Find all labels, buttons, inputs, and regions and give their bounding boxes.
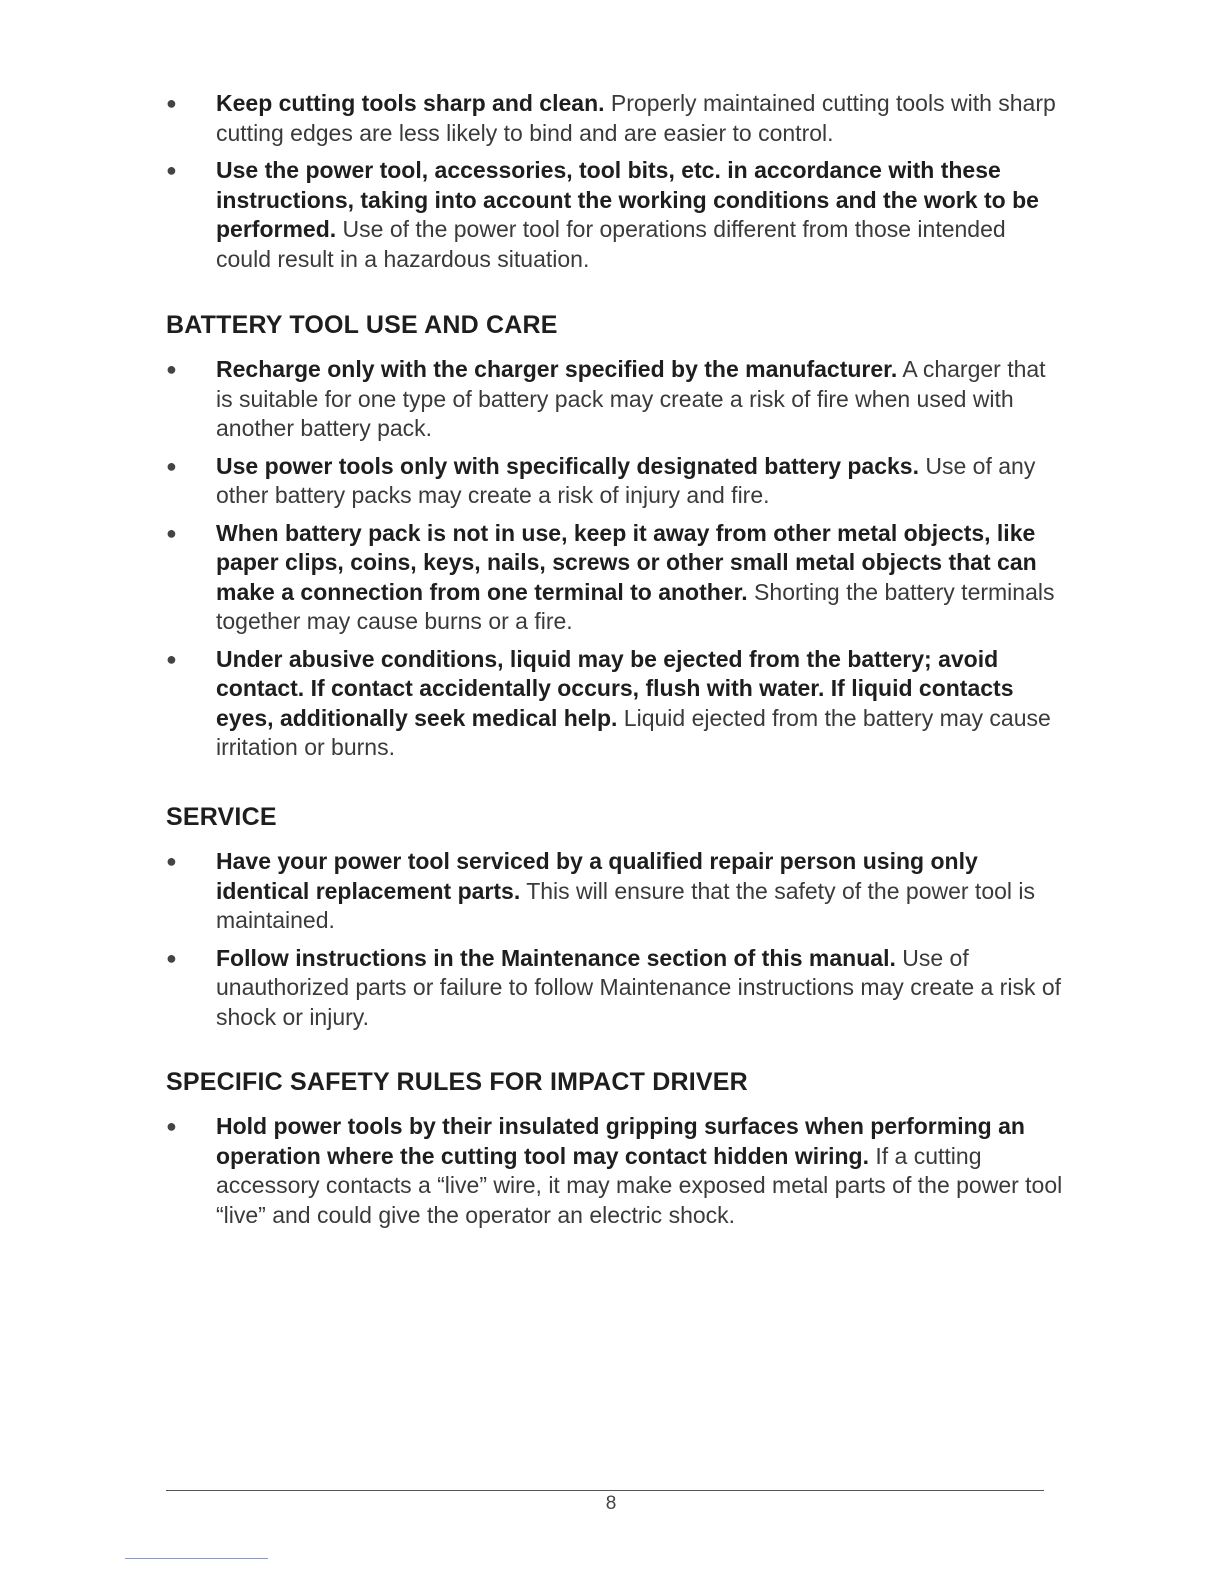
bullet-body-text: Liquid ejected from the battery may cause irritation or burns. [216, 704, 1051, 760]
impact-bullet-list [166, 1112, 1066, 1238]
bullet-icon: ● [166, 1116, 177, 1136]
bullet-body-text: If a cutting accessory contacts a “live” wire, it may make exposed metal parts of the power tool “live” and could give the operator an electric shock. [216, 1142, 1063, 1228]
list-item [166, 944, 1066, 1033]
bullet-bold-text: Have your power tool serviced by a qualified repair person using only identical replacement parts. [216, 848, 978, 904]
bullet-body-text: Use of unauthorized parts or failure to follow Maintenance instructions may create a risk of shock or injury. [216, 944, 1062, 1030]
bullet-body-text: Shorting the battery terminals together may cause burns or a fire. [216, 578, 1055, 634]
bullet-body-text: Properly maintained cutting tools with sharp cutting edges are less likely to bind and are easier to control. [216, 90, 1056, 146]
list-item [166, 847, 1066, 936]
bullet-icon: ● [166, 93, 177, 113]
bullet-body-text: Use of the power tool for operations different from those intended could result in a hazardous situation. [216, 216, 1006, 272]
bullet-body-text: This will ensure that the safety of the power tool is maintained. [216, 877, 1036, 933]
section-heading-service: SERVICE [166, 803, 277, 831]
bullet-bold-text: Use the power tool, accessories, tool bits, etc. in accordance with these instructions, taking into account the working conditions and the work to be performed. [216, 157, 1039, 242]
bullet-bold-text: Under abusive conditions, liquid may be ejected from the battery; avoid contact. If contact accidentally occurs, flush with water. If liquid contacts eyes, additionally seek medical help. [216, 645, 1014, 731]
bullet-body-text: A charger that is suitable for one type of battery pack may create a risk of fire when used with another battery pack. [216, 356, 1046, 441]
section-heading-impact-driver: SPECIFIC SAFETY RULES FOR IMPACT DRIVER [166, 1068, 748, 1096]
bullet-bold-text: Use power tools only with specifically designated battery packs. [216, 452, 919, 479]
list-item [166, 89, 1066, 148]
bullet-icon: ● [166, 455, 177, 476]
bullet-bold-text: When battery pack is not in use, keep it away from other metal objects, like paper clips, coins, keys, nails, screws or other small metal objects that can make a connection from one terminal to another. [216, 519, 1037, 605]
section-heading-battery: BATTERY TOOL USE AND CARE [166, 311, 558, 339]
bullet-bold-text: Keep cutting tools sharp and clean. [216, 90, 605, 116]
bullet-icon: ● [166, 160, 177, 180]
bullet-icon: ● [166, 947, 177, 968]
list-item [166, 156, 1066, 274]
bullet-icon: ● [166, 359, 177, 379]
intro-bullet-list [166, 89, 1066, 282]
service-bullet-list [166, 847, 1066, 1040]
bullet-bold-text: Recharge only with the charger specified by the manufacturer. [216, 356, 898, 382]
bullet-icon: ● [166, 648, 177, 669]
bullet-icon: ● [166, 851, 177, 871]
list-item [166, 645, 1066, 763]
page-number: 8 [605, 1493, 617, 1514]
bullet-bold-text: Hold power tools by their insulated gripping surfaces when performing an operation where the cutting tool may contact hidden wiring. [216, 1113, 1025, 1169]
list-item [166, 519, 1066, 637]
battery-bullet-list [166, 355, 1066, 771]
link-underline-artifact [125, 1558, 268, 1559]
list-item [166, 355, 1066, 444]
footer-rule [166, 1490, 1044, 1491]
list-item [166, 452, 1066, 511]
bullet-icon: ● [166, 522, 177, 543]
bullet-bold-text: Follow instructions in the Maintenance section of this manual. [216, 944, 896, 971]
bullet-body-text: Use of any other battery packs may create a risk of injury and fire. [216, 452, 1036, 508]
list-item [166, 1112, 1066, 1230]
